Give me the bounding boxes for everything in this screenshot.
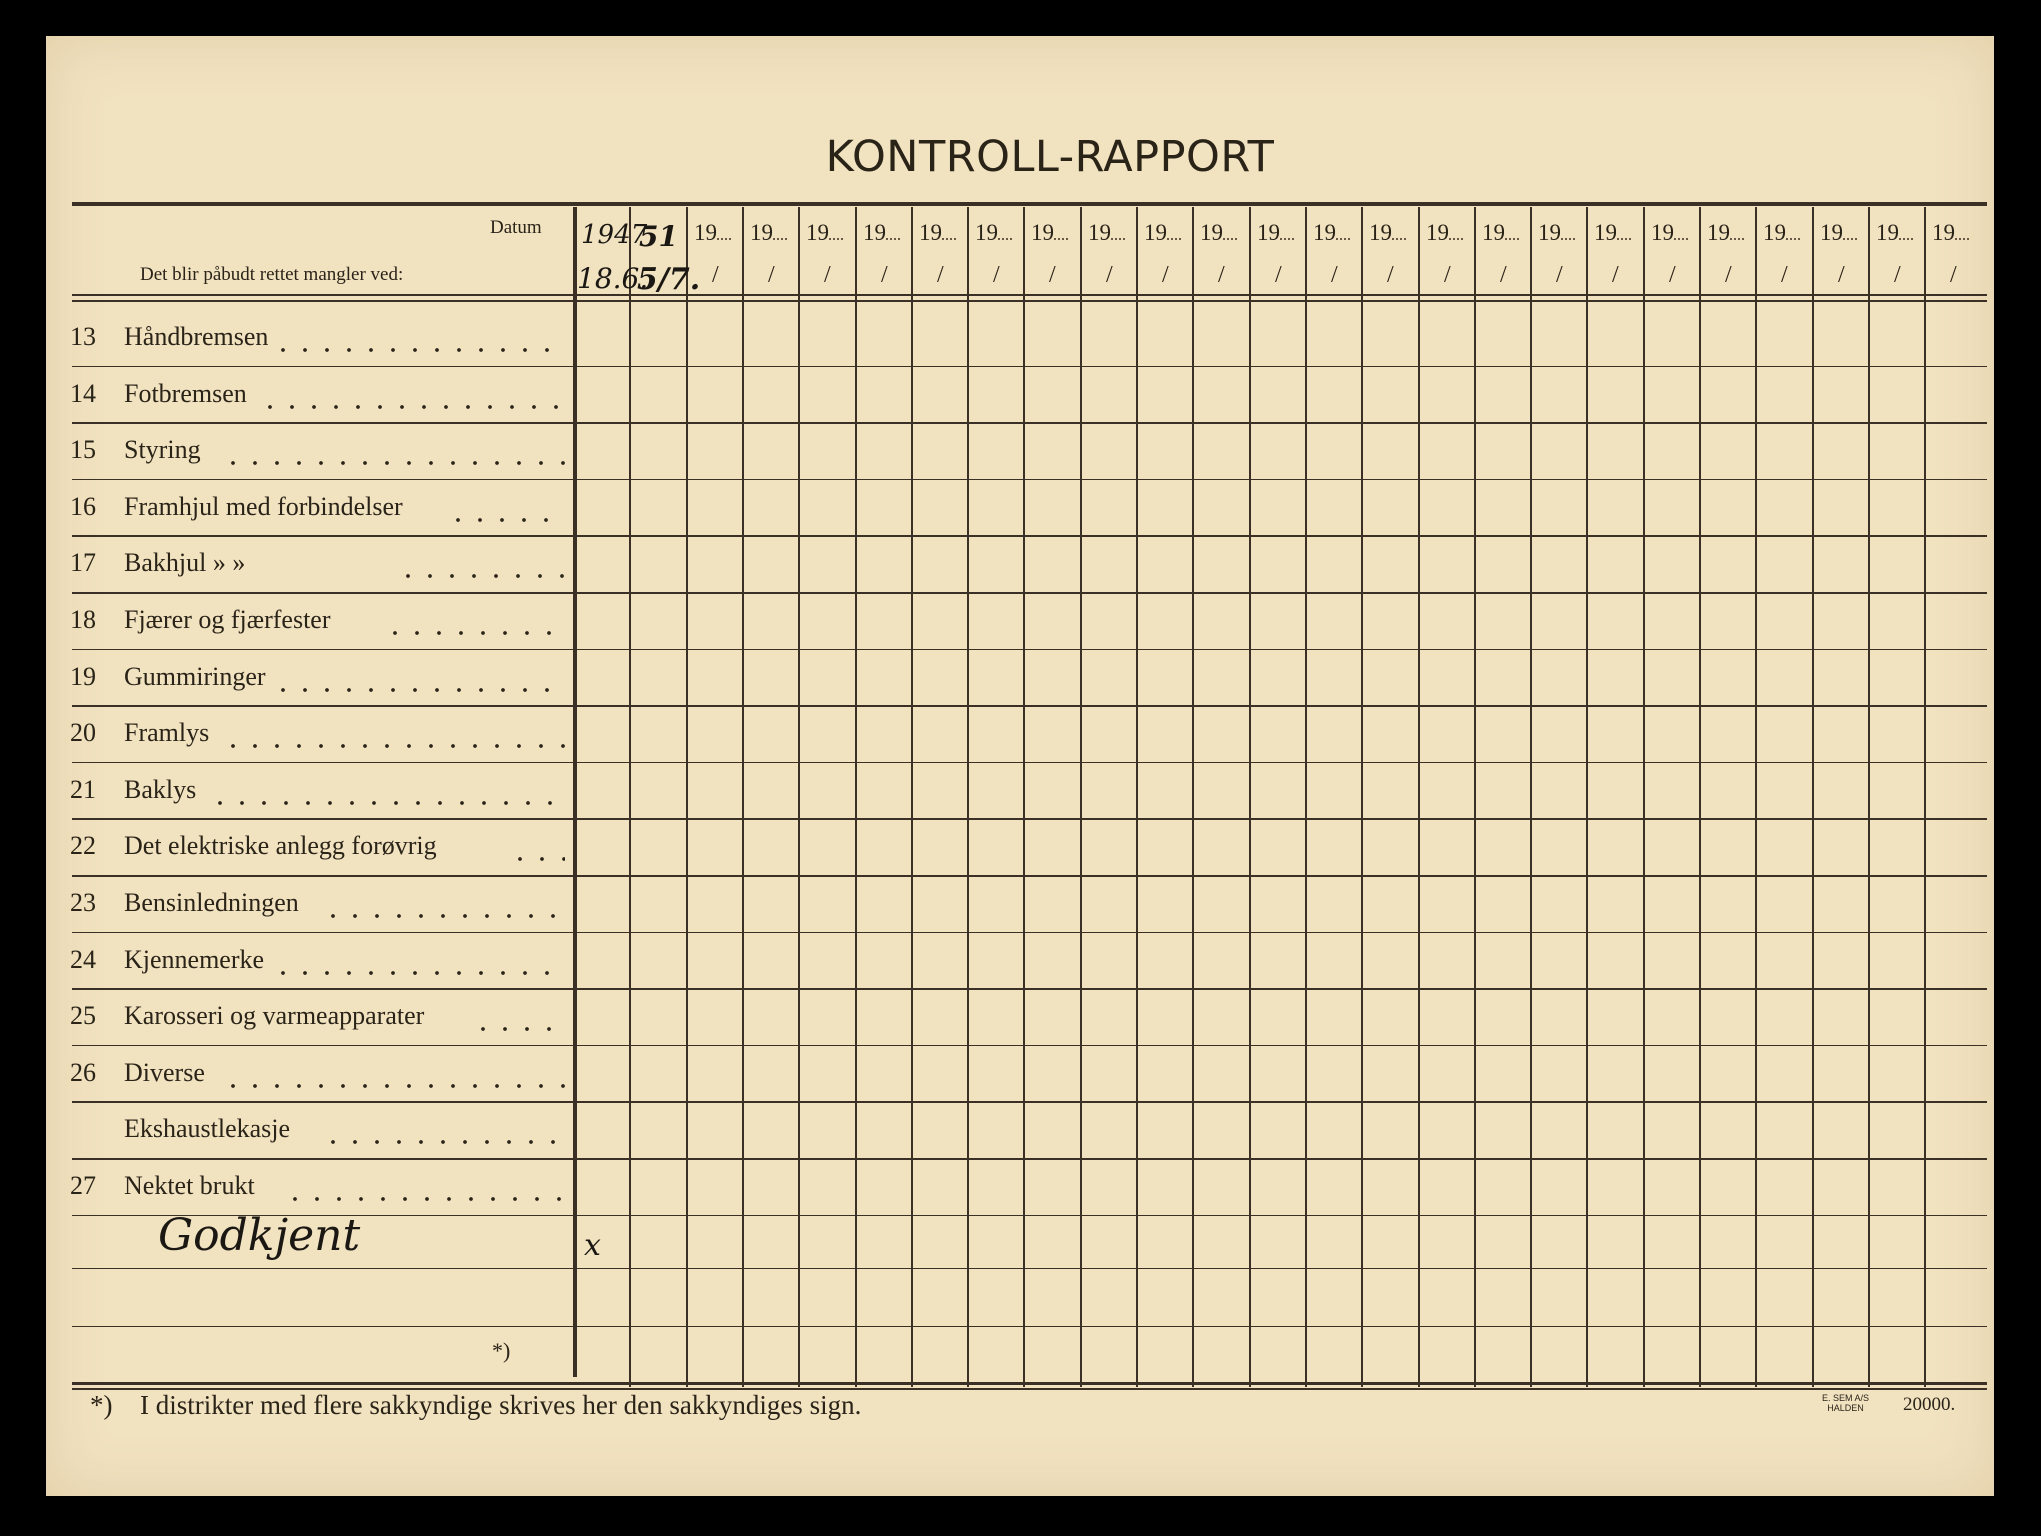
footer-note-marker: *)	[90, 1390, 113, 1420]
date-column-line	[798, 207, 800, 1387]
row-rule	[72, 1101, 1987, 1103]
row-leader-dots	[322, 914, 566, 918]
row-number: 20	[70, 718, 96, 748]
date-day-month-field[interactable]: /	[1218, 262, 1225, 288]
handwritten-check-mark: x	[584, 1228, 601, 1263]
row-label: Håndbremsen	[124, 322, 269, 351]
date-column-line	[1586, 207, 1588, 1387]
row-rule	[72, 479, 1987, 481]
row-rule	[72, 1268, 1987, 1270]
date-day-month-field[interactable]: 18.6.	[577, 262, 649, 295]
date-day-month-field[interactable]: /	[1669, 262, 1676, 288]
date-year-field[interactable]: 19	[750, 220, 787, 246]
row-rule	[72, 988, 1987, 990]
row-label: Kjennemerke	[124, 944, 265, 974]
row-leader-dots	[222, 744, 566, 748]
row-leader-dots	[272, 688, 566, 692]
date-day-month-field[interactable]: /	[1725, 262, 1732, 288]
row-leader-dots	[259, 405, 565, 409]
date-column-line	[1249, 207, 1251, 1387]
row-number: 23	[70, 888, 96, 917]
date-year-field[interactable]: 19	[1538, 220, 1575, 246]
date-day-month-field[interactable]: /	[1612, 262, 1619, 288]
header-top-rule	[72, 202, 1987, 206]
date-day-month-field[interactable]: /	[1444, 262, 1451, 288]
date-year-field[interactable]: 19	[975, 220, 1012, 246]
row-leader-dots	[322, 1140, 566, 1144]
row-label: Styring	[124, 435, 201, 465]
date-year-field[interactable]: 19	[1763, 220, 1800, 246]
row-rule	[72, 1045, 1987, 1047]
row-number: 25	[70, 1001, 96, 1031]
row-leader-dots	[397, 574, 566, 578]
date-year-field[interactable]: 19	[1031, 220, 1068, 246]
row-leader-dots	[222, 1084, 566, 1088]
date-column-line	[1361, 207, 1363, 1387]
row-rule	[72, 535, 1987, 537]
date-day-month-field[interactable]: /	[993, 262, 1000, 288]
table-bottom-rule	[72, 1382, 1987, 1385]
printer-imprint: E. SEM A/S HALDEN	[1822, 1393, 1870, 1413]
date-day-month-field[interactable]: /	[1331, 262, 1338, 288]
handwritten-approval: Godkjent	[158, 1210, 361, 1261]
date-column-line	[1868, 207, 1870, 1387]
date-day-month-field[interactable]: /	[1838, 262, 1845, 288]
date-header-label: Datum	[490, 217, 542, 238]
date-day-month-field[interactable]: /	[1275, 262, 1282, 288]
date-day-month-field[interactable]: /	[1950, 262, 1957, 288]
inspection-form-card	[46, 36, 1994, 1496]
signature-footnote-marker: *)	[492, 1338, 511, 1363]
row-number: 26	[70, 1057, 96, 1087]
date-day-month-field[interactable]: 5/7.	[637, 262, 701, 297]
form-title: KONTROLL-RAPPORT	[825, 132, 1275, 182]
row-label: Karosseri og varmeapparater	[124, 1001, 425, 1031]
row-label: Diverse	[124, 1057, 205, 1087]
row-label: Fjærer og fjærfester	[124, 605, 331, 634]
date-column-line	[686, 207, 688, 1387]
row-number: 16	[70, 491, 96, 521]
date-column-line	[1924, 207, 1926, 1387]
row-label: Baklys	[124, 774, 197, 804]
row-number: 27	[70, 1171, 96, 1200]
row-leader-dots	[209, 801, 565, 805]
row-rule	[72, 1326, 1987, 1328]
row-rule	[72, 875, 1987, 877]
date-day-month-field[interactable]: /	[824, 262, 831, 288]
row-number: 17	[70, 548, 96, 578]
row-leader-dots	[447, 518, 566, 522]
footer-note: I distrikter med flere sakkyndige skrives her den sakkyndiges sign.	[140, 1390, 862, 1420]
date-year-field[interactable]: 19	[806, 220, 843, 246]
date-column-line	[1080, 207, 1082, 1387]
row-label: Framlys	[124, 718, 210, 748]
row-number: 13	[70, 322, 96, 351]
date-column-line	[1755, 207, 1757, 1387]
row-leader-dots	[272, 971, 566, 975]
date-column-line	[911, 207, 913, 1387]
date-column-line	[1418, 207, 1420, 1387]
date-column-line	[1643, 207, 1645, 1387]
date-day-month-field[interactable]: /	[1049, 262, 1056, 288]
date-day-month-field[interactable]: /	[1106, 262, 1113, 288]
date-year-field[interactable]: 19	[694, 220, 731, 246]
row-label: Bensinledningen	[124, 888, 299, 917]
date-day-month-field[interactable]: /	[1500, 262, 1507, 288]
row-leader-dots	[384, 631, 565, 635]
row-leader-dots	[222, 461, 566, 465]
date-column-line	[742, 207, 744, 1387]
row-label: Gummiringer	[124, 661, 266, 691]
date-day-month-field[interactable]: /	[1894, 262, 1901, 288]
date-day-month-field[interactable]: /	[1781, 262, 1788, 288]
row-label: Fotbremsen	[124, 378, 247, 408]
row-rule	[72, 762, 1987, 764]
row-leader-dots	[272, 348, 566, 352]
date-column-line	[855, 207, 857, 1387]
date-column-line	[1530, 207, 1532, 1387]
row-leader-dots	[284, 1197, 565, 1201]
row-rule	[72, 818, 1987, 820]
row-rule	[72, 705, 1987, 707]
date-year-field[interactable]: 19	[1482, 220, 1519, 246]
row-number: 15	[70, 435, 96, 465]
row-leader-dots	[509, 857, 565, 861]
date-column-line	[1474, 207, 1476, 1387]
date-year-field[interactable]: 19	[863, 220, 900, 246]
date-day-month-field[interactable]: /	[712, 262, 719, 288]
date-year-field[interactable]: 19	[1651, 220, 1688, 246]
date-column-line	[1023, 207, 1025, 1387]
row-label: Nektet brukt	[124, 1171, 255, 1200]
date-year-field[interactable]: 19	[1426, 220, 1463, 246]
date-year-field[interactable]: 19	[1707, 220, 1744, 246]
date-year-field[interactable]: 19	[1088, 220, 1125, 246]
row-number: 14	[70, 378, 96, 408]
date-column-line	[1699, 207, 1701, 1387]
date-column-line	[629, 207, 631, 1387]
date-year-field[interactable]: 19	[1369, 220, 1406, 246]
label-column-divider	[573, 207, 577, 1377]
date-column-line	[1812, 207, 1814, 1387]
date-year-field[interactable]: 19	[919, 220, 956, 246]
date-year-field[interactable]: 19	[1144, 220, 1181, 246]
date-day-month-field[interactable]: /	[768, 262, 775, 288]
print-run-number: 20000.	[1903, 1394, 1956, 1415]
row-label: Bakhjul » »	[124, 548, 246, 578]
date-day-month-field[interactable]: /	[1162, 262, 1169, 288]
row-label: Ekshaustlekasje	[124, 1114, 291, 1144]
date-day-month-field[interactable]: /	[1556, 262, 1563, 288]
row-rule	[72, 366, 1987, 368]
row-number: 24	[70, 944, 96, 974]
date-year-field[interactable]: 19	[1257, 220, 1294, 246]
row-number: 21	[70, 774, 96, 804]
row-rule	[72, 422, 1987, 424]
date-column-line	[967, 207, 969, 1387]
date-column-line	[1192, 207, 1194, 1387]
instruction-header-label: Det blir påbudt rettet mangler ved:	[140, 264, 404, 285]
date-day-month-field[interactable]: /	[1387, 262, 1394, 288]
row-leader-dots	[472, 1027, 566, 1031]
date-year-field[interactable]: 19	[1876, 220, 1913, 246]
row-rule	[72, 592, 1987, 594]
row-label: Framhjul med forbindelser	[124, 491, 403, 521]
row-number: 19	[70, 661, 96, 691]
row-number: 22	[70, 831, 96, 861]
row-rule	[72, 649, 1987, 651]
date-year-field[interactable]: 51	[639, 220, 678, 253]
row-rule	[72, 1158, 1987, 1160]
date-year-field[interactable]: 19	[1594, 220, 1631, 246]
date-day-month-field[interactable]: /	[881, 262, 888, 288]
row-number: 18	[70, 605, 96, 634]
date-column-line	[1305, 207, 1307, 1387]
date-year-field[interactable]: 1947	[581, 220, 648, 250]
date-year-field[interactable]: 19	[1313, 220, 1350, 246]
date-day-month-field[interactable]: /	[937, 262, 944, 288]
date-year-field[interactable]: 19	[1200, 220, 1237, 246]
date-column-line	[1136, 207, 1138, 1387]
row-label: Det elektriske anlegg forøvrig	[124, 831, 437, 861]
date-year-field[interactable]: 19	[1820, 220, 1857, 246]
date-year-field[interactable]: 19	[1932, 220, 1969, 246]
row-rule	[72, 932, 1987, 934]
